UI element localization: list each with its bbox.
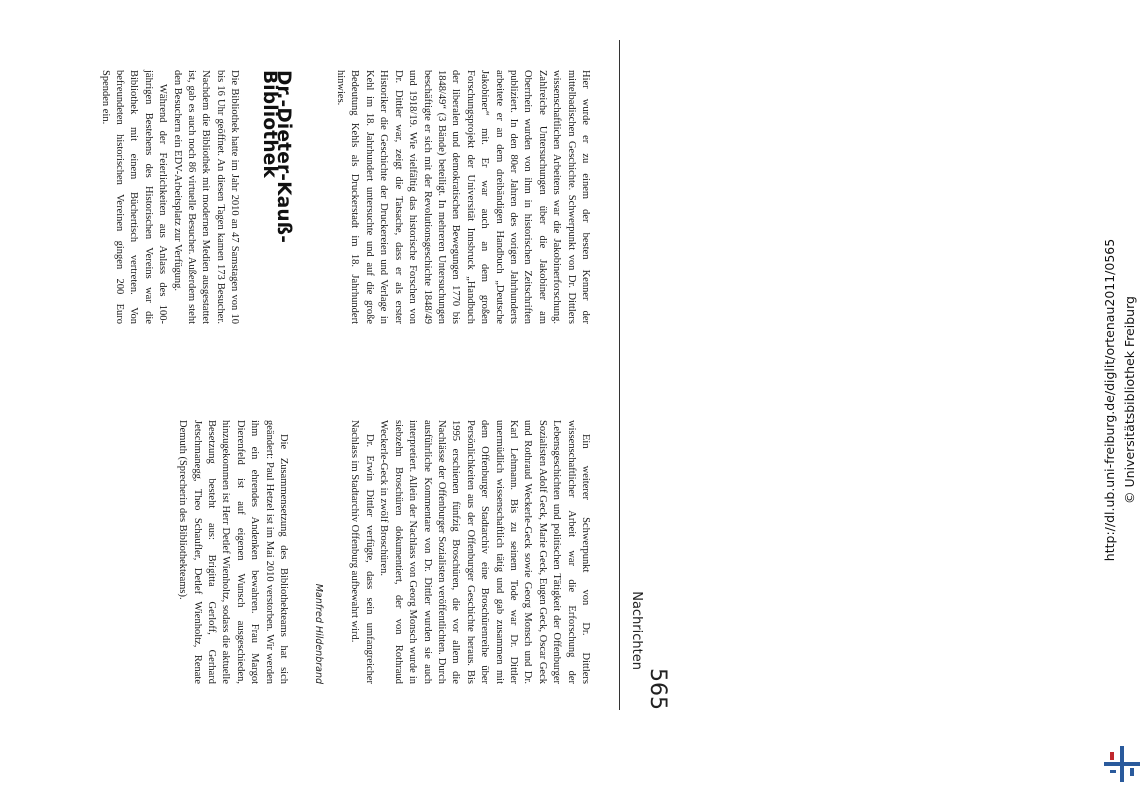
paragraph: Ein weiterer Schwerpunkt von Dr. Dittlers wissenschaftlicher Arbeit war die Erforschung der Lebensgeschichten und politischen Tätigkeit der Offenburger Sozialisten Adolf Geck, Marie Geck, Eugen Geck, Oscar Geck und Rothraud Weckerle-Geck sowie Georg Monsch und Dr. Karl Lehmann. Bis zu seinem Tode war Dr. Dittler unermüdlich wissenschaftlich tätig und gab zusammen mit dem Offenburger Stadtarchiv eine Broschürenreihe über Persönlichkeiten aus der Offenburger Geschichte heraus. Bis 1995 erschienen fünfzig Broschüren, die vor allem die Nachlässe der Offenburger Sozialisten veröffentlichten. Durch ausführliche Kommentare von Dr. Dittler wurden sie auch interpretiert. Allein der Nachlass von Georg Monsch wurde in siebzehn Broschüren dokumentiert, der von Rothraud Weckerle-Geck in zwölf Broschüren.: [378, 420, 591, 684]
column-library-part1: [97, 70, 294, 324]
logo-bar: [1130, 768, 1134, 776]
digitization-sidebar: [1092, 0, 1148, 800]
author-signature: Manfred Hildenbrand: [313, 583, 325, 684]
paragraph: Während der Feierlichkeiten aus Anlass des 100-jährigen Bestehens des Historischen Vereins war die Bibliothek mit einem Büchertisch vertreten. Von befreundeten historischen Vereinen gingen 200 Euro Spenden ein.: [99, 70, 169, 324]
section-title: Dr.-Dieter-Kauß-Bibliothek: [258, 70, 294, 244]
column-obituary-part2: [311, 420, 592, 684]
paragraph: Dr. Erwin Dittler verfügte, dass sein umfangreicher Nachlass im Stadtarchiv Offenburg aufbewahrt wird.: [349, 420, 375, 684]
logo-bar: [1110, 752, 1114, 760]
paragraph: Hier wurde er zu einem der besten Kenner der mittelbadischen Geschichte. Schwerpunkt von Dr. Dittlers wissenschaftlichen Arbeitens war die Jakobinerforschung. Zahlreiche Untersuchungen über die Jakobiner am Oberrhein wurden von ihm in historischen Zeitschriften publiziert. In den 80er Jahren des vorigen Jahrhunderts arbeitete er an dem dreibändigen Handbuch „Deutsche Jakobiner“ mit. Er war auch an dem großen Forschungsprojekt der Universität Innsbruck „Handbuch der liberalen und demokratischen Bewegungen 1770 bis 1848/49“ (3 Bände) beteiligt. In mehreren Untersuchungen beschäftigte er sich mit der Revolutionsgeschichte 1848/49 und 1918/19. Wie vielfältig das historische Forschen von Dr. Dittler war, zeigt die Tatsache, dass er als erster Historiker die Geschichte der Druckereien und Verlage in Kehl im 18. Jahrhundert untersuchte und auf die große Bedeutung Kehls als Druckerstadt im 18. Jahrhundert hinwies.: [335, 70, 591, 324]
source-url-link[interactable]: http://dl.ub.uni-freiburg.de/diglit/ortenau2011/0565: [1102, 238, 1117, 562]
column-obituary-part1: [333, 70, 592, 324]
running-head: Nachrichten: [629, 591, 644, 670]
logo-bar: [1110, 770, 1116, 773]
page-header: [608, 40, 670, 710]
header-rule: [619, 40, 620, 710]
logo-bar: [1120, 746, 1124, 782]
column-library-part2: [175, 420, 290, 684]
paragraph: Die Zusammensetzung des Bibliothekteams hat sich geändert: Paul Hetzel ist im Mai 2010 verstorben. Wir werden ihm ein ehrendes Andenken bewahren. Frau Margot Dierenfeld ist auf eigenen Wunsch ausgeschieden, hinzugekommen ist Herr Detlef Wienholtz, sodass die aktuelle Besetzung besteht aus: Brigitta Gerloff, Gerhard Jetschmanegg, Theo Schaufler, Detlef Wienholtz, Renate Demuth (Sprecherin des Bibliothekteams).: [177, 420, 289, 684]
page-number: 565: [645, 668, 670, 710]
copyright-notice: © Universitätsbibliothek Freiburg: [1122, 296, 1137, 504]
paragraph: Die Bibliothek hatte im Jahr 2010 an 47 Samstagen von 10 bis 16 Uhr geöffnet. An diesen Tagen kamen 173 Besucher. Nachdem die Bibliothek mit modernen Medien ausgestattet ist, gab es auch noch 86 virtuelle Besucher. Außerdem steht den Besuchern ein EDV-Arbeitsplatz zur Verfügung.: [171, 70, 241, 324]
ub-freiburg-logo-icon: [1100, 742, 1144, 786]
